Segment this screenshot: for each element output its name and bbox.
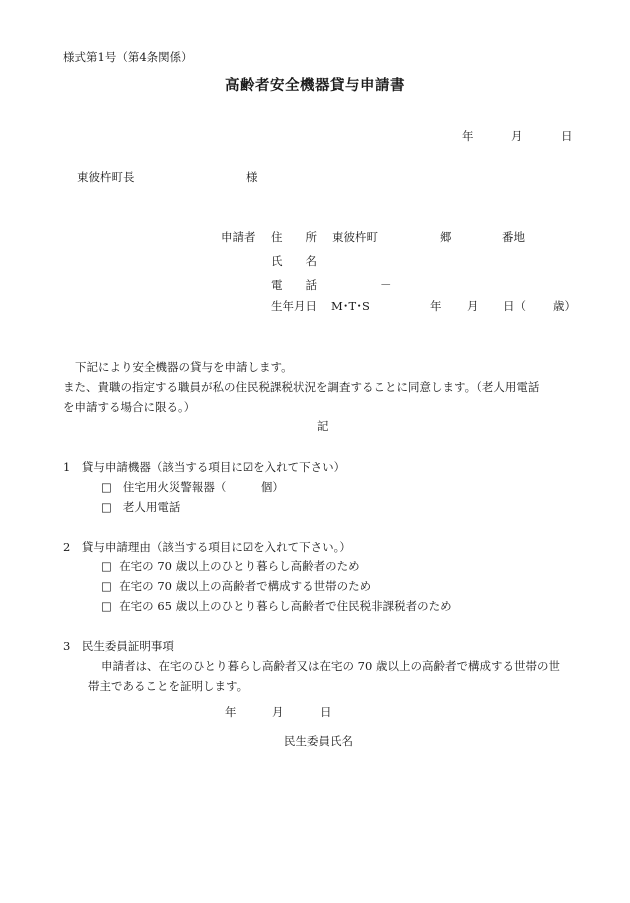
section1-item-1	[101, 482, 284, 494]
item-label: 在宅の 70 歳以上の高齢者で構成する世帯のため	[119, 579, 372, 593]
section3-date-day: 日	[320, 705, 332, 719]
date-day: 日	[561, 129, 573, 143]
address-town: 東彼杵町	[332, 230, 378, 244]
section2-item-1	[101, 561, 360, 573]
birth-era: M･T･S	[331, 299, 370, 313]
ki-heading: 記	[317, 419, 329, 433]
section1-heading: 1 貸与申請機器（該当する項目に☑を入れて下さい）	[63, 460, 346, 474]
form-number: 様式第1号（第4条関係）	[63, 50, 193, 64]
body-line-2: また、貴職の指定する職員が私の住民税課税状況を調査することに同意します。（老人用電話	[63, 380, 540, 394]
name-label: 氏 名	[271, 254, 317, 268]
item-label: 在宅の 70 歳以上のひとり暮らし高齢者のため	[119, 559, 360, 573]
section2-heading: 2 貸与申請理由（該当する項目に☑を入れて下さい。）	[63, 540, 351, 554]
addressee-honorific: 様	[246, 170, 258, 184]
checkbox-icon[interactable]: □	[101, 559, 112, 573]
section3-text-2: 帯主であることを証明します。	[88, 679, 249, 693]
signature-label: 民生委員氏名	[284, 734, 353, 748]
birth-month: 月	[467, 299, 479, 313]
item-label: 老人用電話	[122, 500, 181, 514]
section3-date-year: 年	[225, 705, 237, 719]
body-line-3: を申請する場合に限る。）	[63, 400, 196, 414]
birth-label: 生年月日	[271, 299, 317, 313]
address-label: 住 所	[271, 230, 317, 244]
date-year: 年	[462, 129, 474, 143]
section1-item-2	[101, 502, 180, 514]
section3-text-1: 申請者は、在宅のひとり暮らし高齢者又は在宅の 70 歳以上の高齢者で構成する世帯の世	[101, 659, 560, 673]
section2-item-3	[101, 601, 452, 613]
item-label: 在宅の 65 歳以上のひとり暮らし高齢者で住民税非課税者のため	[119, 599, 452, 613]
checkbox-icon[interactable]: □	[101, 579, 112, 593]
applicant-label: 申請者	[221, 230, 256, 244]
phone-dash: －	[380, 278, 392, 292]
address-banchi: 番地	[502, 230, 525, 244]
body-line-1: 下記により安全機器の貸与を申請します。	[75, 360, 293, 374]
checkbox-icon[interactable]: □	[101, 599, 112, 613]
birth-year: 年	[430, 299, 442, 313]
section2-item-2	[101, 581, 371, 593]
birth-day: 日（	[503, 299, 526, 313]
checkbox-icon[interactable]: □	[101, 480, 112, 494]
birth-age: 歳）	[553, 299, 576, 313]
document-title: 高齢者安全機器貸与申請書	[225, 78, 405, 94]
item-label: 住宅用火災警報器（ 個）	[122, 480, 284, 494]
section3-heading: 3 民生委員証明事項	[63, 639, 174, 653]
date-month: 月	[511, 129, 523, 143]
phone-label: 電 話	[271, 278, 317, 292]
section3-date-month: 月	[272, 705, 284, 719]
address-go: 郷	[440, 230, 452, 244]
addressee-name: 東彼杵町長	[77, 170, 135, 184]
checkbox-icon[interactable]: □	[101, 500, 112, 514]
